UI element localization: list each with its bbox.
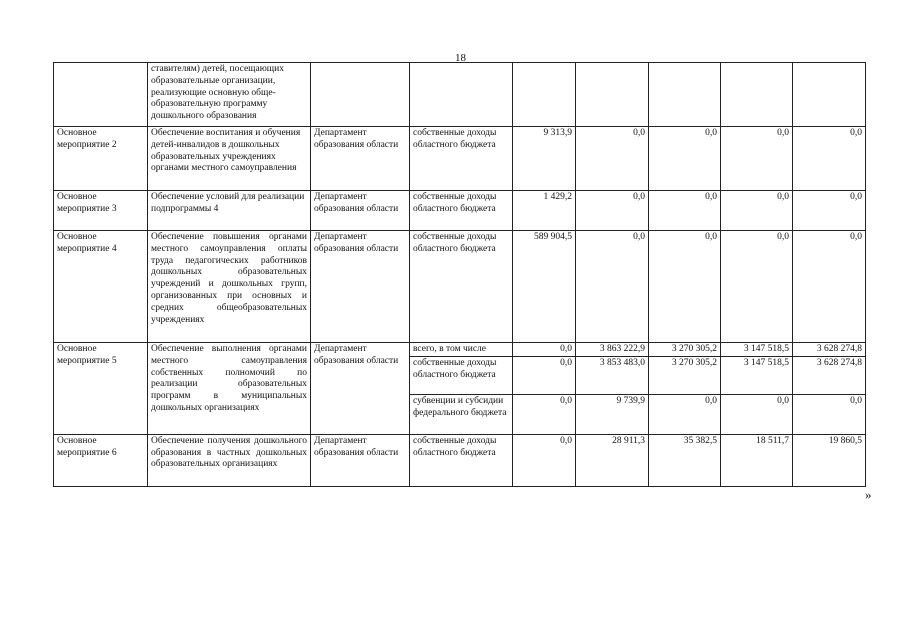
value-cell: 3 628 274,8 [793, 343, 866, 357]
activity-label: Основное мероприятие 6 [54, 434, 148, 486]
value-cell: 3 147 518,5 [721, 356, 793, 394]
value-cell: 0,0 [576, 127, 649, 191]
value-cell: 3 270 305,2 [649, 356, 721, 394]
value-cell: 0,0 [513, 394, 576, 434]
value-cell: 3 863 222,9 [576, 343, 649, 357]
table-row [54, 434, 866, 486]
table-row [54, 343, 866, 357]
value-cell: 9 739,9 [576, 394, 649, 434]
value-cell: 3 853 483,0 [576, 356, 649, 394]
closing-quote-mark: » [865, 487, 872, 502]
description-cell: Обеспечение условий для реализации подпрограммы 4 [148, 191, 311, 231]
value-cell: 0,0 [793, 191, 866, 231]
value-cell: 0,0 [513, 343, 576, 357]
funding-source-cell: всего, в том числе [410, 343, 513, 357]
activity-label: Основное мероприятие 5 [54, 343, 148, 435]
funding-source-cell: собственные доходы областного бюджета [410, 127, 513, 191]
value-cell: 28 911,3 [576, 434, 649, 486]
value-cell: 0,0 [721, 127, 793, 191]
value-cell: 9 313,9 [513, 127, 576, 191]
table-row-continuation [54, 63, 866, 127]
executor-cell: Департамент образования области [311, 127, 410, 191]
funding-source-cell: собственные доходы областного бюджета [410, 434, 513, 486]
executor-cell: Департамент образования области [311, 434, 410, 486]
value-cell: 0,0 [513, 356, 576, 394]
funding-source-cell: субвенции и субсидии федерального бюджета [410, 394, 513, 434]
value-cell: 0,0 [576, 231, 649, 343]
funding-source-cell: собственные доходы областного бюджета [410, 356, 513, 394]
description-cell: Обеспечение получения дошкольного образования в частных дошкольных образовательных организациях [148, 434, 311, 486]
description-cell: Обеспечение повышения органами местного самоуправления оплаты труда педагогических работников дошкольных образовательных учреждений и дошкольных групп, организованных при основных и средних общеобразовательных учреждениях [148, 231, 311, 343]
table-row [54, 127, 866, 191]
value-cell: 0,0 [649, 394, 721, 434]
value-cell: 0,0 [793, 231, 866, 343]
value-cell: 0,0 [649, 191, 721, 231]
activity-label: Основное мероприятие 4 [54, 231, 148, 343]
executor-cell: Департамент образования области [311, 231, 410, 343]
value-cell: 3 270 305,2 [649, 343, 721, 357]
value-cell: 1 429,2 [513, 191, 576, 231]
description-cell: ставителям) детей, посещающих образовательные организации, реализующие основную обще-образовательную программу дошкольного образования [148, 63, 311, 127]
activity-label: Основное мероприятие 2 [54, 127, 148, 191]
executor-cell: Департамент образования области [311, 343, 410, 435]
value-cell: 0,0 [513, 434, 576, 486]
value-cell: 18 511,7 [721, 434, 793, 486]
value-cell: 0,0 [649, 231, 721, 343]
table-row [54, 231, 866, 343]
page-number: 18 [455, 52, 466, 64]
value-cell: 0,0 [649, 127, 721, 191]
budget-table [53, 62, 866, 487]
value-cell: 19 860,5 [793, 434, 866, 486]
funding-source-cell: собственные доходы областного бюджета [410, 231, 513, 343]
executor-cell: Департамент образования области [311, 191, 410, 231]
value-cell: 3 628 274,8 [793, 356, 866, 394]
value-cell: 0,0 [721, 191, 793, 231]
activity-label: Основное мероприятие 3 [54, 191, 148, 231]
description-cell: Обеспечение воспитания и обучения детей-инвалидов в дошкольных образовательных учреждениях органами местного самоуправления [148, 127, 311, 191]
value-cell: 0,0 [721, 394, 793, 434]
value-cell: 35 382,5 [649, 434, 721, 486]
table-row [54, 191, 866, 231]
value-cell: 0,0 [793, 127, 866, 191]
value-cell: 3 147 518,5 [721, 343, 793, 357]
description-cell: Обеспечение выполнения органами местного самоуправления собственных полномочий по реализации образовательных программ в муниципальных дошкольных организациях [148, 343, 311, 435]
funding-source-cell: собственные доходы областного бюджета [410, 191, 513, 231]
value-cell: 0,0 [721, 231, 793, 343]
value-cell: 0,0 [576, 191, 649, 231]
value-cell: 589 904,5 [513, 231, 576, 343]
value-cell: 0,0 [793, 394, 866, 434]
